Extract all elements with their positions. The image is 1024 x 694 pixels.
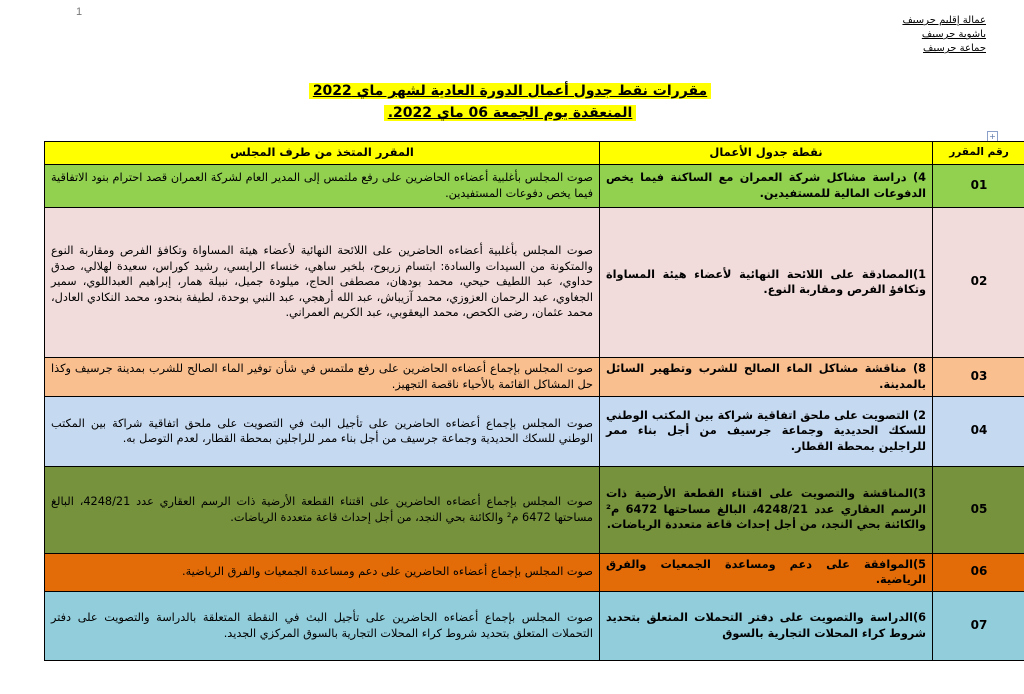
table-row bbox=[45, 553, 1024, 591]
row-agenda-item-cell: 1)المصادقة على اللائحة النهائية لأعضاء هيئة المساواة وتكافؤ الفرص ومقاربة النوع. bbox=[600, 207, 933, 357]
table-row bbox=[45, 164, 1024, 207]
row-decision-cell: صوت المجلس بإجماع أعضاءه الحاضرين على تأجيل البث في النقطة المتعلقة بالدراسة والتصويت على دفتر التحملات المتعلق بتحديد شروط كراء المحلات التجارية بالسوق المركزي الجديد. bbox=[45, 591, 600, 660]
row-agenda-item-cell: 6)الدراسة والتصويت على دفتر التحملات المتعلق بتحديد شروط كراء المحلات التجارية بالسوق bbox=[600, 591, 933, 660]
header-number: رقم المقرر bbox=[933, 142, 1024, 165]
row-number-cell: 01 bbox=[933, 164, 1024, 207]
page-number: 1 bbox=[76, 6, 83, 18]
header-commune: جماعة جرسيف bbox=[923, 43, 986, 54]
row-decision-cell: صوت المجلس بإجماع أعضاءه الحاضرين على رفع ملتمس في شأن توفير الماء الصالح للشرب بمدينة جرسيف وكذا حل المشاكل القائمة بالأحياء ناقصة التجهيز. bbox=[45, 357, 600, 396]
row-decision-cell: صوت المجلس بأغلبية أعضاءه الحاضرين على اللائحة النهائية لأعضاء هيئة المساواة وتكافؤ الفرص ومقاربة النوع والمتكونة من السيدات والسادة: ابتسام زريوح، بلخير ساهي، خنساء الرايسي، رشيد كوراس، سعيدة لهلالي، صدق حداوي، عبد اللطيف حيحي، محمد بودهان، مصطفى الحاج، ميلودة جميل، نبيلة همار، إبراهيم العبداللوي، سمير الجغاوي، عبد الرحمان العزوزي، محمد آزيباش، عبد الله أرهجي، عبد النبي بوحدة، لطيفة بنحدو، محمد النكادي العادل، محمد عثمان، رضى الكحص، محمد اليعقوبي، عبد الكريم العمراني. bbox=[45, 207, 600, 357]
row-agenda-item-cell: 5)الموافقة على دعم ومساعدة الجمعيات والفرق الرياضية. bbox=[600, 553, 933, 591]
row-number-cell: 07 bbox=[933, 591, 1024, 660]
table-body bbox=[45, 164, 1024, 660]
row-number-cell: 02 bbox=[933, 207, 1024, 357]
table-row bbox=[45, 207, 1024, 357]
row-decision-cell: صوت المجلس بإجماع أعضاءه الحاضرين على تأجيل البث في التصويت على ملحق اتفاقية شراكة بين المكتب الوطني للسكك الحديدية وجماعة جرسيف من أجل بناء ممر للراجلين بمحطة القطار، لعدم التوصل به. bbox=[45, 396, 600, 466]
document-title bbox=[250, 80, 770, 124]
row-agenda-item-cell: 3)المناقشة والتصويت على اقتناء القطعة الأرضية ذات الرسم العقاري عدد 4248/21، البالغ مساحتها 6472 م² والكائنة بحي النجد، من أجل إحداث قاعة متعددة الرياضات. bbox=[600, 466, 933, 553]
row-decision-cell: صوت المجلس بإجماع أعضاءه الحاضرين على دعم ومساعدة الجمعيات والفرق الرياضية. bbox=[45, 553, 600, 591]
title-line-2: المنعقدة يوم الجمعة 06 ماي 2022. bbox=[384, 105, 637, 121]
administrative-header bbox=[786, 14, 986, 56]
title-line-1: مقررات نقط جدول أعمال الدورة العادية لشهر ماي 2022 bbox=[309, 83, 711, 99]
row-number-cell: 03 bbox=[933, 357, 1024, 396]
row-agenda-item-cell: 4) دراسة مشاكل شركة العمران مع الساكنة فيما يخص الدفوعات المالية للمستفيدين. bbox=[600, 164, 933, 207]
row-agenda-item-cell: 2) التصويت على ملحق اتفاقية شراكة بين المكتب الوطني للسكك الحديدية وجماعة جرسيف من أجل بناء ممر للراجلين بمحطة القطار. bbox=[600, 396, 933, 466]
header-decision: المقرر المتخذ من طرف المجلس bbox=[45, 142, 600, 165]
header-pashalik: باشوية جرسيف bbox=[921, 29, 986, 40]
table-header-row bbox=[45, 142, 1024, 165]
decisions-table bbox=[44, 141, 1024, 661]
table-row bbox=[45, 396, 1024, 466]
row-agenda-item-cell: 8) مناقشة مشاكل الماء الصالح للشرب وتطهير السائل بالمدينة. bbox=[600, 357, 933, 396]
header-prefecture: عمالة إقليم جرسيف bbox=[902, 15, 986, 26]
header-agenda-item: نقطة جدول الأعمال bbox=[600, 142, 933, 165]
row-number-cell: 05 bbox=[933, 466, 1024, 553]
row-number-cell: 04 bbox=[933, 396, 1024, 466]
row-decision-cell: صوت المجلس بإجماع أعضاءه الحاضرين على اقتناء القطعة الأرضية ذات الرسم العقاري عدد 4248/21، البالغ مساحتها 6472 م² والكائنة بحي النجد، من أجل إحداث قاعة متعددة الرياضات. bbox=[45, 466, 600, 553]
table-row bbox=[45, 591, 1024, 660]
table-row bbox=[45, 357, 1024, 396]
row-number-cell: 06 bbox=[933, 553, 1024, 591]
row-decision-cell: صوت المجلس بأغلبية أعضاءه الحاضرين على رفع ملتمس إلى المدير العام لشركة العمران قصد احترام بنود الاتفاقية فيما يخص دفوعات المستفيدين. bbox=[45, 164, 600, 207]
table-move-handle-icon[interactable]: + bbox=[987, 131, 998, 142]
table-row bbox=[45, 466, 1024, 553]
